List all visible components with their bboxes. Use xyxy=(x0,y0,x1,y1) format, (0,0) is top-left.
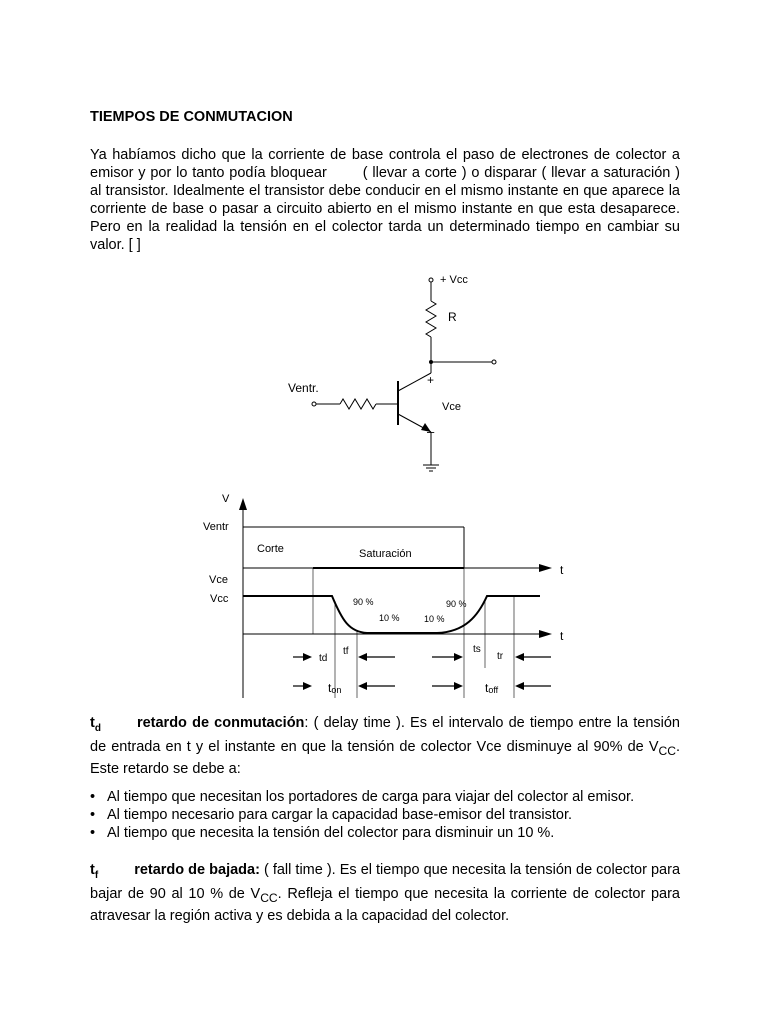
intro-text: Ya habíamos dicho que la corriente de base controla el paso de electrones de colector a emisor y por lo tanto podía bloquear xyxy=(90,147,680,181)
vcc-level-label: Vcc xyxy=(210,593,229,605)
fall-10-percent-label: 10 % xyxy=(379,613,400,623)
fall-90-percent-label: 90 % xyxy=(353,597,374,607)
intro-text-continued: ( llevar a corte ) o disparar ( llevar a saturación ) al transistor. Idealmente el transistor debe conducir en el mismo instante en que aparece la corriente de base o pasar a circuito abierto en el mismo instante en que esta desaparece. Pero en la realidad la tensión en el colector tarda un determinado tiempo en cambiar su valor. [ ] xyxy=(90,165,680,253)
ton-arrowhead-left-icon xyxy=(303,682,312,690)
ts-label: ts xyxy=(473,644,481,655)
td-term: retardo de conmutación xyxy=(136,715,305,731)
ventr-label: Ventr xyxy=(203,521,229,533)
page-title: TIEMPOS DE CONMUTACION xyxy=(90,109,293,125)
ton-label: ton xyxy=(328,681,342,695)
collector-resistor xyxy=(426,301,436,337)
vcc-terminal xyxy=(429,278,433,282)
vce-plus-label: + xyxy=(427,373,435,387)
transistor-circuit-diagram xyxy=(288,268,530,478)
t-axis-bottom-arrow-icon xyxy=(539,630,552,638)
td-text-end: . Este retardo se debe a: xyxy=(90,738,680,777)
toff-arrowhead-left-icon xyxy=(454,682,463,690)
ton-arrowhead-right-icon xyxy=(358,682,367,690)
v-axis-label: V xyxy=(222,493,230,505)
input-terminal xyxy=(312,402,316,406)
toff-label: toff xyxy=(485,681,499,695)
switching-timing-diagram xyxy=(195,488,580,710)
td-definition xyxy=(90,714,680,778)
resistor-r-label: R xyxy=(448,310,457,324)
vce-axis-label: Vce xyxy=(209,574,228,586)
output-node xyxy=(429,360,433,364)
vce-label: Vce xyxy=(442,401,461,413)
vcc-label: + Vcc xyxy=(440,274,468,286)
tf-label: tf xyxy=(343,646,349,657)
tf-arrowhead-icon xyxy=(358,653,367,661)
v-axis-arrow-icon xyxy=(239,498,247,510)
toff-arrowhead-right-icon xyxy=(515,682,524,690)
ts-arrowhead-icon xyxy=(454,653,463,661)
td-text: : ( delay time ). Es el intervalo de tiempo entre la tensión de entrada en t y el instante en que la tensión de colector Vce disminuye al 90% de V xyxy=(90,715,680,755)
tr-label: tr xyxy=(497,651,504,662)
list-item: • Al tiempo que necesita la tensión del colector para disminuir un 10 %. xyxy=(90,825,555,841)
rise-90-percent-label: 90 % xyxy=(446,599,467,609)
tf-text-end: . Refleja el tiempo que necesita la corriente de colector para atravesar la región activa y es debida a la capacidad del colector. xyxy=(90,885,681,924)
rise-10-percent-label: 10 % xyxy=(424,614,445,624)
base-resistor xyxy=(340,399,376,409)
td-symbol: $t_d$ xyxy=(90,715,101,734)
bullet-icon: • xyxy=(90,807,96,823)
tr-arrowhead-icon xyxy=(515,653,524,661)
t-axis-top-label: t xyxy=(560,563,564,577)
list-item: • Al tiempo que necesitan los portadores de carga para viajar del colector al emisor. xyxy=(90,789,635,805)
bullet-icon: • xyxy=(90,789,96,805)
td-label: td xyxy=(319,653,328,664)
t-axis-top-arrow-icon xyxy=(539,564,552,572)
tf-definition xyxy=(90,861,680,925)
td-vcc-sub: CC xyxy=(658,743,676,758)
vce-minus-label: – xyxy=(427,424,435,439)
tf-symbol: $t_f$ xyxy=(90,862,99,881)
td-arrowhead-icon xyxy=(303,653,312,661)
t-axis-bottom-label: t xyxy=(560,629,564,643)
list-item: • Al tiempo necesario para cargar la capacidad base-emisor del transistor. xyxy=(90,807,573,823)
delay-causes-list xyxy=(90,788,690,842)
bullet-icon: • xyxy=(90,825,96,841)
intro-paragraph xyxy=(90,146,680,254)
corte-label: Corte xyxy=(257,543,284,555)
saturacion-label: Saturación xyxy=(359,548,412,560)
ventr-label: Ventr. xyxy=(288,381,319,395)
tf-text: ( fall time ). Es el tiempo que necesita la tensión de colector para bajar de 90 al 10 % de V xyxy=(90,862,681,902)
tf-term: retardo de bajada: xyxy=(134,862,260,878)
output-terminal xyxy=(492,360,496,364)
tf-vcc-sub: CC xyxy=(260,890,278,905)
